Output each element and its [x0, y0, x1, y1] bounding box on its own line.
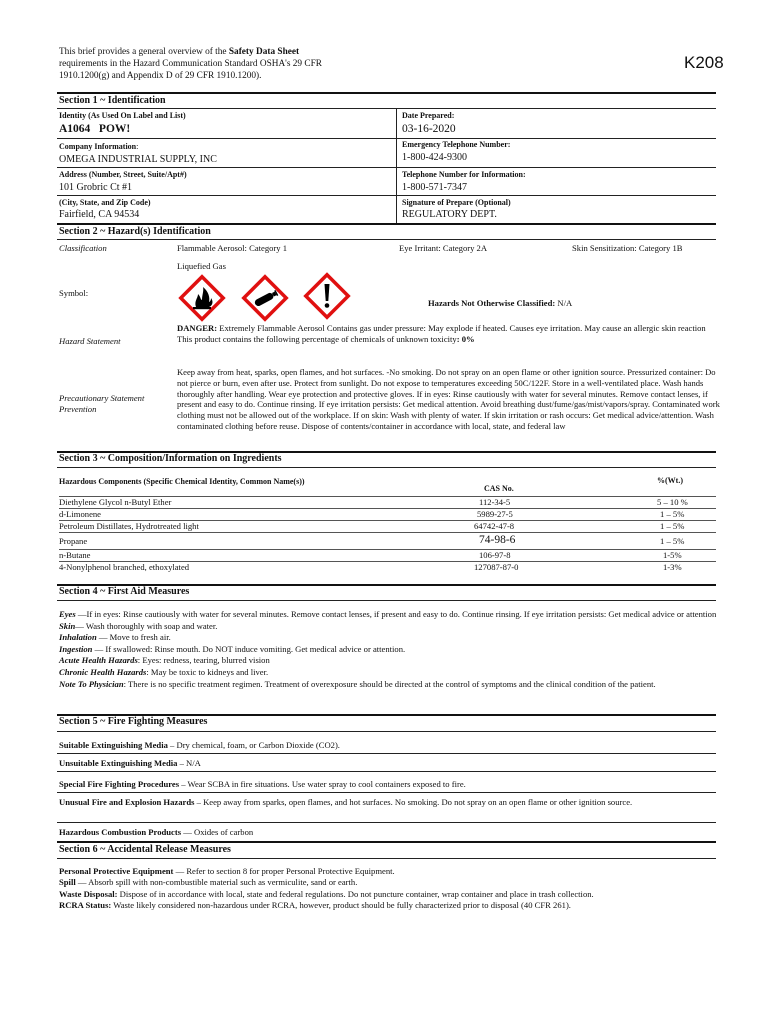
wt-header: %(Wt.): [657, 476, 683, 485]
signature-value: REGULATORY DEPT.: [402, 209, 497, 220]
info-phone-label: Telephone Number for Information:: [402, 170, 526, 179]
divider: [57, 858, 716, 859]
precautionary-label: Precautionary Statement Prevention: [59, 393, 145, 414]
signature-label: Signature of Prepare (Optional): [402, 198, 511, 207]
classification-skin: Skin Sensitization: Category 1B: [572, 243, 683, 253]
address-value: 101 Grobric Ct #1: [59, 182, 133, 193]
company-value: OMEGA INDUSTRIAL SUPPLY, INC: [59, 154, 217, 165]
section-5-title: Section 5 ~ Fire Fighting Measures: [59, 716, 208, 727]
flame-icon: [176, 272, 228, 324]
identity-label: Identity (As Used On Label and List): [59, 111, 186, 120]
divider: [57, 167, 716, 168]
symbol-label: Symbol:: [59, 288, 89, 298]
divider: [57, 822, 716, 823]
emergency-phone-value: 1-800-424-9300: [402, 152, 467, 163]
first-aid-eyes: Eyes —If in eyes: Rinse cautiously with water for several minutes. Remove contact lenses, if present and easy to do. Continue rinsing. If eye irritation persists: Get medical advice or attention: [59, 609, 717, 619]
date-prepared-label: Date Prepared:: [402, 111, 455, 120]
section-6-title: Section 6 ~ Accidental Release Measures: [59, 844, 231, 855]
combustion-products: Hazardous Combustion Products — Oxides of carbon: [59, 827, 254, 837]
section-1-title: Section 1 ~ Identification: [59, 95, 166, 106]
special-procedures: Special Fire Fighting Procedures – Wear SCBA in fire situations. Use water spray to cool containers exposed to fire.: [59, 779, 466, 789]
table-row: Petroleum Distillates, Hydrotreated light 64742-47-8 1 – 5%: [59, 520, 716, 532]
unusual-hazards: Unusual Fire and Explosion Hazards – Keep away from sparks, open flames, and hot surfaces. No smoking. Do not spray on an open flame or other ignition source.: [59, 797, 633, 807]
table-row: d-Limonene 5989-27-5 1 – 5%: [59, 508, 716, 520]
classification-gas: Liquefied Gas: [177, 261, 226, 271]
hazard-statement: DANGER: Extremely Flammable Aerosol Contains gas under pressure: May explode if heated. Causes eye irritation. May cause an allergic skin reaction This product contains the following percentage of chemicals of unknown toxicity: 0%: [177, 323, 706, 345]
classification-eye: Eye Irritant: Category 2A: [399, 243, 488, 253]
divider: [57, 138, 716, 139]
suitable-media: Suitable Extinguishing Media – Dry chemical, foam, or Carbon Dioxide (CO2).: [59, 740, 340, 750]
acute-health-hazards: Acute Health Hazards: Eyes: redness, tearing, blurred vision: [59, 655, 270, 666]
section-6-divider: [57, 841, 716, 843]
intro-text: This brief provides a general overview of the Safety Data Sheet requirements in the Hazard Communication Standard OSHA's 29 CFR 1910.1200(g) and Appendix D of 29 CFR 1910.1200).: [59, 47, 322, 81]
table-row: Diethylene Glycol n-Butyl Ether 112-34-5 5 – 10 %: [59, 496, 716, 508]
divider: [57, 239, 716, 240]
table-row: 4-Nonylphenol branched, ethoxylated 127087-87-0 1-3%: [59, 561, 716, 573]
section-3-title: Section 3 ~ Composition/Information on Ingredients: [59, 453, 282, 464]
components-header: Hazardous Components (Specific Chemical Identity, Common Name(s)): [59, 477, 305, 486]
cas-header: CAS No.: [484, 484, 514, 493]
divider: [57, 108, 716, 109]
classification-flammable: Flammable Aerosol: Category 1: [177, 243, 288, 253]
divider: [57, 467, 716, 468]
emergency-phone-label: Emergency Telephone Number:: [402, 140, 511, 149]
identity-value: A1064 POW!: [59, 123, 131, 135]
chronic-health-hazards: Chronic Health Hazards: May be toxic to kidneys and liver.: [59, 666, 269, 677]
date-prepared-value: 03-16-2020: [402, 123, 456, 135]
precautionary-text: Keep away from heat, sparks, open flames, and hot surfaces. -No smoking. Do not spray on an open flame or other ignition source. Pressurized container: Do not pierce or burn, even after use. Protect from sunlight. Do not expose to temperatures exceeding 50C/122F. Store in a well-ventilated place. Wash hands thoroughly after handling. Wear eye protection and protective gloves. If in eyes: Rinse cautiously with water for several minutes. Remove contact lenses, if present and easy to do. Continue rinsing. If eye irritation persists: Get medical attention. Avoid breathing dust/fume/gas/mist/vapors/spray. Contaminated work clothing must not be allowed out of the workplace. If on skin: Wash with plenty of water. If skin irritation or rash occurs: Get medical advice/attention. Wash contaminated clothing before reuse. Dispose of contents/container in accordance with local, state, and federal law: [177, 367, 720, 431]
header-divider: [57, 92, 716, 94]
divider: [57, 731, 716, 732]
city-value: Fairfield, CA 94534: [59, 209, 140, 220]
release-ppe: Personal Protective Equipment — Refer to section 8 for proper Personal Protective Equipment.: [59, 866, 395, 876]
classification-label: Classification: [59, 243, 107, 253]
hnoc: Hazards Not Otherwise Classified: N/A: [428, 298, 573, 308]
divider: [57, 195, 716, 196]
release-rcra: RCRA Status: Waste likely considered non-hazardous under RCRA, however, product should be fully characterized prior to disposal (40 CFR 261).: [59, 900, 571, 911]
document-code: K208: [684, 53, 724, 72]
exclamation-mark-icon: [301, 270, 353, 322]
release-spill: Spill — Absorb spill with non-combustible material such as vermiculite, sand or earth.: [59, 877, 358, 888]
hazard-statement-label: Hazard Statement: [59, 336, 121, 346]
table-row: n-Butane 106-97-8 1-5%: [59, 550, 682, 560]
first-aid-skin: Skin— Wash thoroughly with soap and water.: [59, 620, 218, 631]
first-aid-inhalation: Inhalation — Move to fresh air.: [59, 632, 171, 643]
section-4-title: Section 4 ~ First Aid Measures: [59, 586, 190, 597]
first-aid-ingestion: Ingestion — If swallowed: Rinse mouth. Do NOT induce vomiting. Get medical advice or attention.: [59, 643, 406, 654]
table-row: Propane 74-98-6 1 – 5%: [59, 532, 716, 550]
divider: [57, 771, 716, 772]
company-info-label: Company Information:: [59, 142, 139, 151]
first-aid-measures: [59, 609, 719, 690]
section-2-divider: [57, 223, 716, 225]
divider: [57, 792, 716, 793]
release-measures: [59, 866, 719, 912]
unsuitable-media: Unsuitable Extinguishing Media – N/A: [59, 758, 201, 768]
gas-cylinder-icon: [239, 272, 291, 324]
section-2-title: Section 2 ~ Hazard(s) Identification: [59, 226, 211, 237]
note-to-physician: Note To Physician: There is no specific treatment regimen. Treatment of overexposure should be directed at the control of symptoms and the clinical condition of the patient.: [59, 678, 656, 689]
divider: [57, 753, 716, 754]
city-label: (City, State, and Zip Code): [59, 198, 151, 207]
address-label: Address (Number, Street, Suite/Apt#): [59, 170, 187, 179]
release-waste: Waste Disposal: Dispose of in accordance with local, state and federal regulations. Do not puncture container, wrap container and place in trash collection.: [59, 888, 594, 899]
divider: [57, 600, 716, 601]
info-phone-value: 1-800-571-7347: [402, 182, 467, 193]
